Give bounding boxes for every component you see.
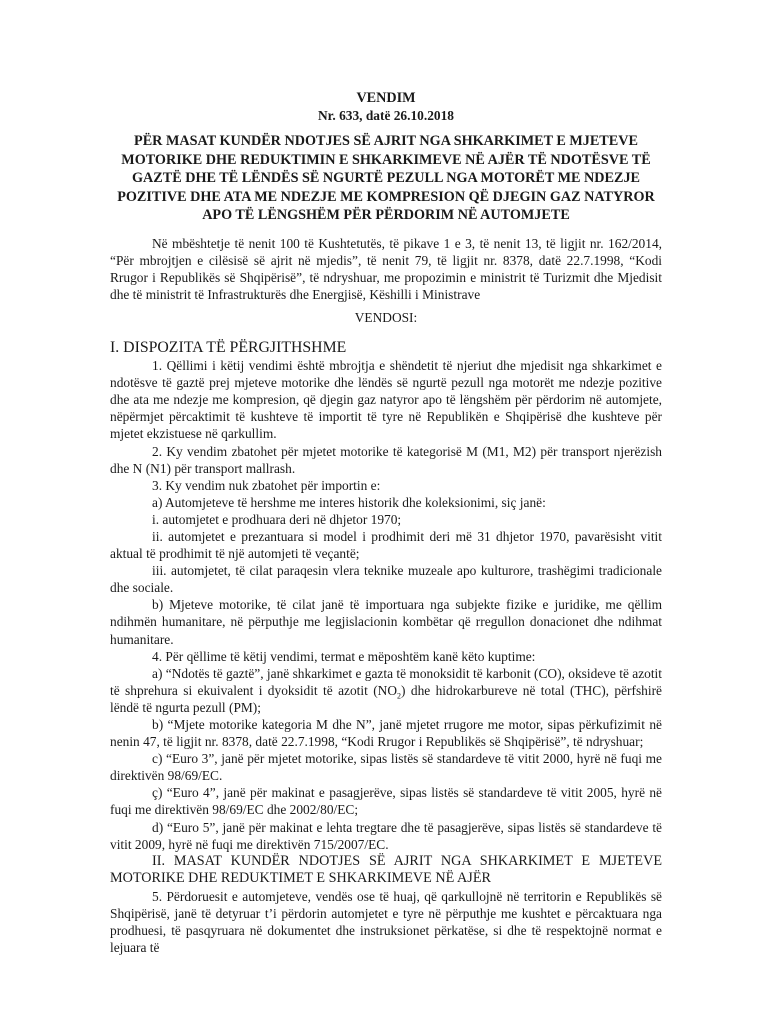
document-heading xyxy=(110,132,662,225)
heading-line: APO TË LËNGSHËM PËR PËRDORIM NË AUTOMJETE xyxy=(202,207,570,224)
paragraph-1: 1. Qëllimi i këtij vendimi është mbrojtja e shëndetit të njeriut dhe mjedisit nga shkarkimet e ndotësve të gaztë prej mjeteve motorike dhe lëndës së ngurtë pezull nga motorët me ndezje pozitive dhe ata me ndezje me kompresion, që djegin gaz natyror apo të lëngshëm për përdorim në automjete, nëpërmjet përcaktimit të kushteve të importit të tyre në Republikën e Shqipërisë dhe kushteve për mjetet ekzistuese në qarkullim. xyxy=(110,358,662,442)
paragraph-3: 3. Ky vendim nuk zbatohet për importin e: xyxy=(152,477,381,493)
paragraph-4d: d) “Euro 5”, janë për makinat e lehta tregtare dhe të pasagjerëve, sipas listës së standardeve të vitit 2009, hyrë në fuqi me direktivën 715/2007/EC. xyxy=(110,819,662,852)
heading-line: PËR MASAT KUNDËR NDOTJES SË AJRIT NGA SHKARKIMET E MJETEVE xyxy=(134,133,638,150)
decision-label: VENDOSI: xyxy=(354,310,418,326)
paragraph-3a-i: i. automjetet e prodhuara deri në dhjetor 1970; xyxy=(152,511,402,527)
document-title: VENDIM xyxy=(356,90,416,106)
paragraph-3a-ii: ii. automjetet e prezantuara si model i prodhimit deri më 31 dhjetor 1970, pavarësisht vitit aktual të prodhimit të një automjeti të veçantë; xyxy=(110,528,662,562)
document-number: Nr. 633, datë 26.10.2018 xyxy=(317,108,454,123)
paragraph-4a xyxy=(110,665,662,716)
paragraph-4a-start: a) “Ndotës të gaztë”, janë shkarkimet e gazta të monoksidit të karbonit (CO), oksideve të azotit të shprehura si ekuivalent i dyoksidit të azotit (NO xyxy=(110,665,662,698)
heading-line: GAZTË DHE TË LËNDËS SË NGURTË PEZULL NGA MOTORËT ME NDEZJE xyxy=(131,170,640,187)
paragraph-3a: a) Automjeteve të hershme me interes historik dhe koleksionimi, siç janë: xyxy=(152,494,546,510)
paragraph-5: 5. Përdoruesit e automjeteve, vendës ose të huaj, që qarkullojnë në territorin e Republikës së Shqipërisë, janë të detyruar t’i përdorin automjetet e tyre në përputhje me kushtet e përcaktuara nga prodhuesi, të pasqyruara në dokumentet dhe instruksionet përkatëse, si dhe të respektojnë normat e lejuara të xyxy=(110,888,662,956)
paragraph-4: 4. Për qëllime të këtij vendimi, termat e mëposhtëm kanë këto kuptime: xyxy=(152,648,536,664)
section-1-title: I. DISPOZITA TË PËRGJITHSHME xyxy=(110,338,347,356)
paragraph-4c: c) “Euro 3”, janë për mjetet motorike, sipas listës së standardeve të vitit 2000, hyrë në fuqi me direktivën 98/69/EC. xyxy=(110,751,662,784)
section-2-title: II. MASAT KUNDËR NDOTJES SË AJRIT NGA SHKARKIMET E MJETEVE MOTORIKE DHE REDUKTIMET E SHKARKIMEVE NË AJËR xyxy=(110,852,662,887)
paragraph-4cc: ç) “Euro 4”, janë për makinat e pasagjerëve, sipas listës së standardeve të vitit 2005, hyrë në fuqi me direktivën 98/69/EC dhe 2002/80/EC; xyxy=(110,785,662,818)
heading-line: POZITIVE DHE ATA ME NDEZJE ME KOMPRESION QË DJEGIN GAZ NATYROR xyxy=(117,188,655,205)
intro-paragraph: Në mbështetje të nenit 100 të Kushtetutës, të pikave 1 e 3, të nenit 13, të ligjit nr. 162/2014, “Për mbrojtjen e cilësisë së ajrit në mjedis”, të nenit 79, të ligjit nr. 8378, datë 22.7.1998, “Kodi Rrugor i Republikës së Shqipërisë”, të ndryshuar, me propozimin e ministrit të Turizmit dhe Mjedisit dhe të ministrit të Infrastrukturës dhe Energjisë, Këshilli i Ministrave xyxy=(110,236,662,303)
paragraph-4a-end: ) dhe hidrokarbureve në total (THC), përfshirë lëndë të ngurta pezull (PM); xyxy=(110,682,662,715)
paragraph-2: 2. Ky vendim zbatohet për mjetet motorike të kategorisë M (M1, M2) për transport njerëzish dhe N (N1) për transport mallrash. xyxy=(110,443,662,476)
paragraph-4b: b) “Mjete motorike kategoria M dhe N”, janë mjetet rrugore me motor, sipas përkufizimit në nenin 47, të ligjit nr. 8378, datë 22.7.1998, “Kodi Rrugor i Republikës së Shqipërisë”, të ndryshuar; xyxy=(110,717,662,750)
paragraph-3b: b) Mjeteve motorike, të cilat janë të importuara nga subjekte fizike e juridike, me qëllim ndihmën humanitare, në përputhje me legjislacionin kombëtar që rregullon donacionet dhe ndihmat humanitare. xyxy=(110,597,662,647)
heading-line: MOTORIKE DHE REDUKTIMIN E SHKARKIMEVE NË AJËR TË NDOTËSVE TË xyxy=(121,151,651,168)
paragraph-4a-subscript: 2 xyxy=(397,691,402,701)
paragraph-3a-iii: iii. automjetet, të cilat paraqesin vlera teknike muzeale apo kulturore, trashëgimi tradicionale dhe sociale. xyxy=(110,563,662,596)
